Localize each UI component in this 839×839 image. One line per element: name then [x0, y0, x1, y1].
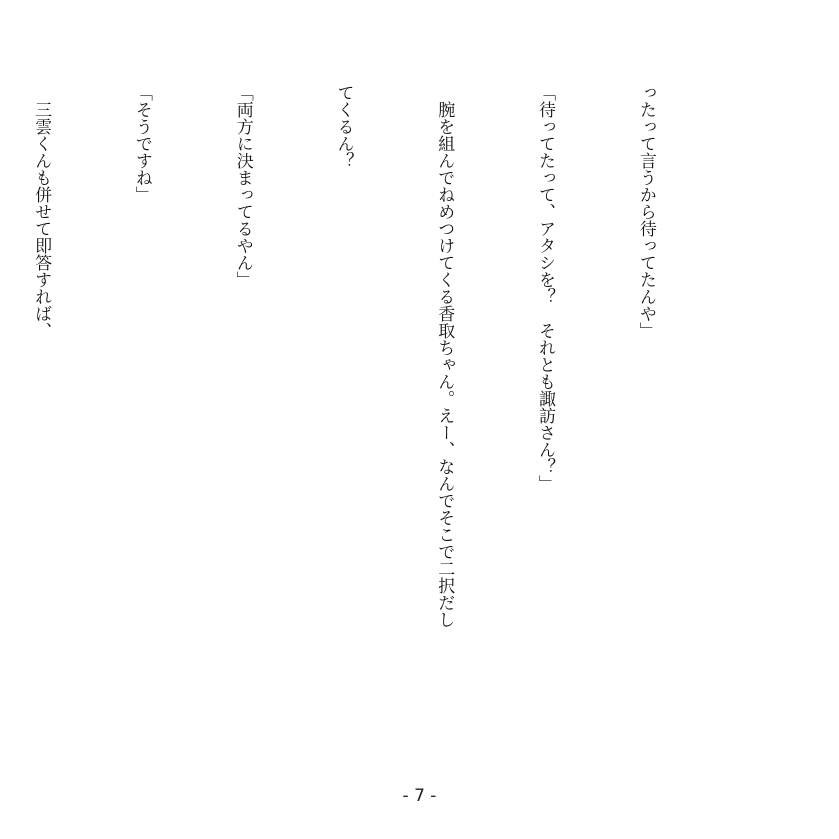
- text-line: 「待ってたって、アタシを？ それとも諏訪さん？」: [535, 84, 556, 492]
- text-line: てくるん？: [333, 84, 354, 169]
- text-line: ったって言うから待ってたんや」: [635, 84, 656, 339]
- text-line: 三雲くんも併せて即答すれば、: [31, 84, 52, 339]
- page-number: - 7 -: [402, 786, 437, 806]
- text-line: 腕を組んでねめつけてくる香取ちゃん。えー、なんでそこで二択だし: [434, 84, 455, 628]
- text-line: 「両方に決まってるやん」: [232, 84, 253, 288]
- text-line: 「そうですね」: [131, 84, 152, 203]
- vertical-text-body: [0, 84, 729, 764]
